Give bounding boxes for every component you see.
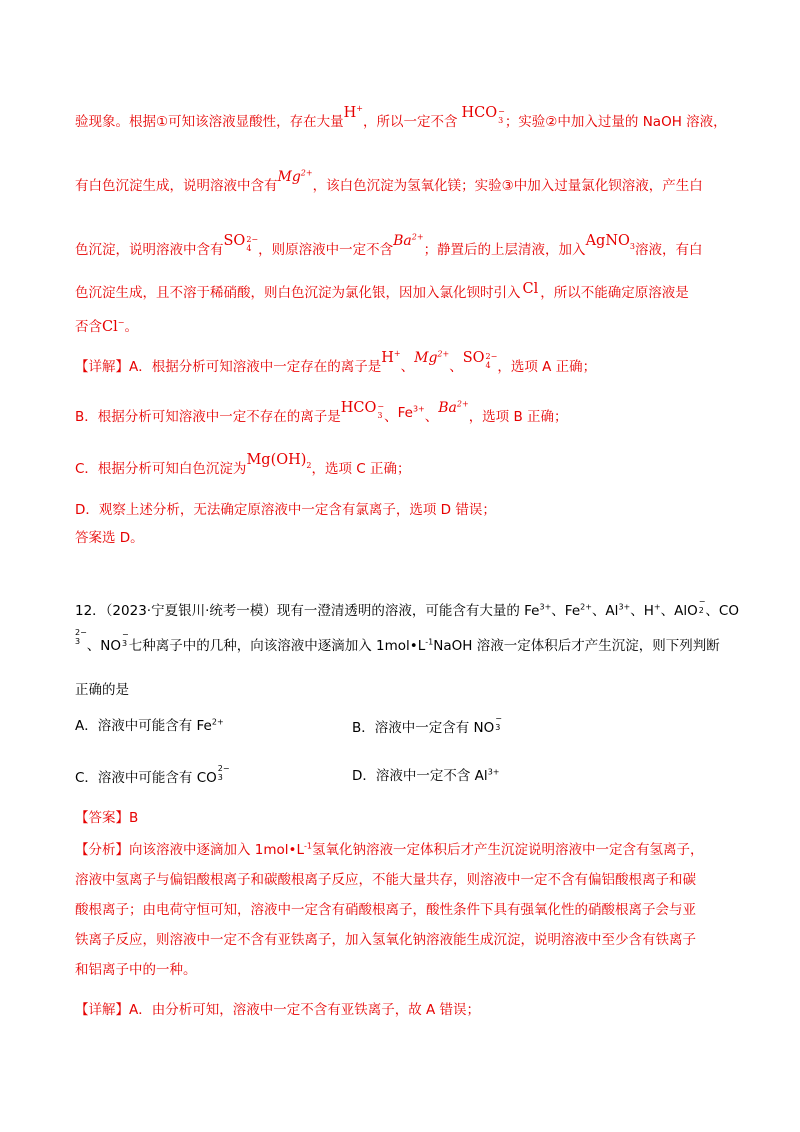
- option-b[interactable]: B．溶液中一定含有 NO − 3: [352, 714, 502, 736]
- ba-ion: $Ba^{2+}$: [393, 232, 424, 249]
- analysis-line-2: [75, 168, 703, 194]
- text: 、NO: [86, 638, 122, 654]
- analysis-line-3: [75, 232, 703, 262]
- text: 色沉淀生成，且不溶于稀硝酸，则白色沉淀为氯化银，因加入氯化钡时引入: [75, 285, 521, 301]
- agno3: AgNO$_3$: [585, 233, 635, 251]
- separator: 、: [400, 359, 415, 375]
- detail-b: [75, 399, 568, 429]
- text: C．根据分析可知白色沉淀为: [75, 461, 247, 477]
- hco3-ion: HCO − 3: [461, 105, 505, 125]
- text: ；静置后的上层清液，加入: [423, 242, 586, 258]
- analysis-line-4: [75, 281, 689, 301]
- q12-line-1: 12．（2023·宁夏银川·统考一模）现有一澄清透明的溶液，可能含有大量的 $Fe^{3+}$、$Fe^{2+}$、$Al^{3+}$、H+、AlO − 2 、CO: [75, 597, 739, 619]
- h-ion: H+: [381, 349, 401, 366]
- text: 有白色沉淀生成，说明溶液中含有: [75, 178, 278, 194]
- detail-d: D．观察上述分析，无法确定原溶液中一定含有氯离子，选项 D 错误；: [75, 502, 496, 518]
- text: 12．（2023·宁夏银川·统考一模）现有一澄清透明的溶液，可能含有大量的 Fe: [75, 603, 540, 619]
- answer-d: 答案选 D。: [75, 530, 144, 546]
- mg-ion: $Mg^{2+}$: [414, 349, 450, 366]
- cl-ion: Cl−: [102, 318, 125, 335]
- text: ，选项 C 正确；: [311, 461, 411, 477]
- text: ，选项 A 正确；: [497, 359, 597, 375]
- text: NaOH 溶液一定体积后才产生沉淀，则下列判断: [433, 638, 720, 654]
- analysis-line-1: [75, 104, 727, 134]
- detail-q12-a: 【详解】A．由分析可知，溶液中一定不含有亚铁离子，故 A 错误；: [75, 1002, 481, 1018]
- analysis-q12-line-3: 酸根离子；由电荷守恒可知，溶液中一定含有硝酸根离子，酸性条件下具有强氧化性的硝酸根离子会与亚: [75, 902, 696, 918]
- analysis-q12-line-4: 铁离子反应，则溶液中一定不含有亚铁离子，加入氢氧化钠溶液能生成沉淀，说明溶液中至少含有铁离子: [75, 932, 696, 948]
- mg-ion: $Mg^{2+}$: [277, 168, 313, 185]
- text: 色沉淀，说明溶液中含有: [75, 242, 224, 258]
- answer-label: 【答案】B: [75, 810, 139, 826]
- detail-c: [75, 452, 411, 477]
- text: ，则原溶液中一定不含: [258, 242, 394, 258]
- so4-ion: SO 2− 4: [462, 350, 498, 370]
- separator: 、: [384, 409, 398, 425]
- text: ，所以不能确定原溶液是: [540, 285, 689, 301]
- analysis-q12-line-5: 和铝离子中的一种。: [75, 962, 197, 978]
- q12-line-2: 2− 3 、NO − 3 七种离子中的几种，向该溶液中逐滴加入 $1mol•L^{-1}NaOH$ 溶液一定体积后才产生沉淀，则下列判断: [75, 628, 720, 654]
- q12-line-3: 正确的是: [75, 682, 129, 698]
- detail-a: [75, 349, 597, 379]
- option-a[interactable]: A．溶液中可能含有 $Fe^{2+}$: [75, 717, 224, 734]
- text: 。: [124, 319, 138, 335]
- separator: 、: [449, 359, 463, 375]
- option-c[interactable]: C．溶液中可能含有 CO 2− 3: [75, 764, 230, 786]
- separator: 、: [424, 409, 439, 425]
- ba-ion: $Ba^{2+}$: [438, 399, 469, 416]
- text: 验现象。根据①可知该溶液显酸性，存在大量: [75, 114, 344, 130]
- text: ，选项 B 正确；: [468, 409, 568, 425]
- cl-ion: Cl: [522, 281, 539, 297]
- text: ，所以一定不含: [362, 114, 458, 130]
- analysis-line-5: [75, 315, 138, 335]
- fe-ion: $Fe^{3+}$: [397, 404, 425, 421]
- text: 否含: [75, 319, 102, 335]
- text: 七种离子中的几种，向该溶液中逐滴加入 1mol•L: [128, 638, 426, 654]
- analysis-q12-line-1: 【分析】向该溶液中逐滴加入 $1mol•L^{-1}$氢氧化钠溶液一定体积后才产生沉淀说明溶液中一定含有氢离子，: [75, 841, 704, 858]
- text: 【详解】A．根据分析可知溶液中一定存在的离子是: [75, 359, 382, 375]
- so4-ion: SO 2− 4: [223, 233, 259, 253]
- mgoh2: $Mg(OH)_2$: [246, 452, 312, 470]
- analysis-q12-line-2: 溶液中氢离子与偏铝酸根离子和碳酸根离子反应，不能大量共存，则溶液中一定不含有偏铝酸根离子和碳: [75, 872, 696, 888]
- text: ，该白色沉淀为氢氧化镁；实验③中加入过量氯化钡溶液，产生白: [312, 178, 703, 194]
- text: B．根据分析可知溶液中一定不存在的离子是: [75, 409, 341, 425]
- text: ；实验②中加入过量的 NaOH 溶液，: [504, 114, 727, 130]
- hco3-ion: HCO − 3: [340, 400, 385, 420]
- h-ion: H+: [343, 104, 363, 121]
- text: 溶液，有白: [635, 242, 703, 258]
- option-d[interactable]: D．溶液中一定不含 $Al^{3+}$: [352, 767, 500, 784]
